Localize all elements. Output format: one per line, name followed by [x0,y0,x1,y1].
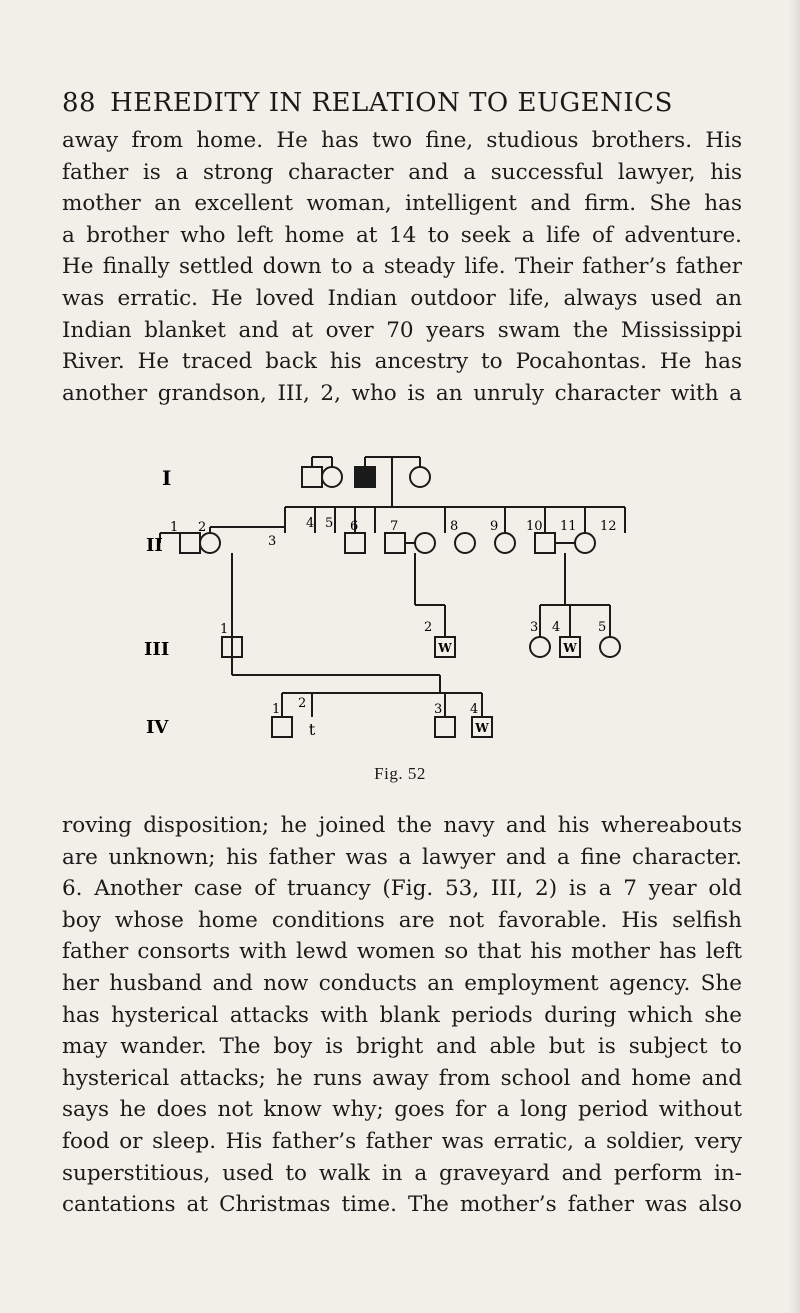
gen4-number: 3 [434,702,443,717]
gen3-female-5 [600,637,620,657]
text-line: her husband and now conducts an employment agency. She [62,970,742,996]
gen2-female-12 [575,533,595,553]
text-line: father consorts with lewd women so that his mother has left [62,939,742,965]
pedigree-svg [140,435,680,765]
gen3-number: 4 [552,620,561,635]
text-line: Indian blanket and at over 70 years swam the Mississippi [62,317,742,343]
gen2-number: 3 [268,534,277,549]
gen2-number: 12 [600,519,617,534]
figure-caption: Fig. 52 [374,764,426,783]
gen3-number: 1 [220,622,229,637]
gen1-affected-male-symbol [355,467,375,487]
paragraph-top [62,125,742,409]
gen3-female-3 [530,637,550,657]
gen4-male-1 [272,717,292,737]
text-line: father is a strong character and a successful lawyer, his [62,159,742,185]
gen2-number: 8 [450,519,459,534]
text-line: away from home. He has two fine, studious brothers. His [62,128,742,153]
text-line: has hysterical attacks with blank periods during which she [62,1002,742,1028]
text-line: boy whose home conditions are not favorable. His selfish [62,907,742,933]
gen2-female-2 [200,533,220,553]
text-line: mother an excellent woman, intelligent and firm. She has [62,191,742,217]
gen2-male-6 [345,533,365,553]
text-line: may wander. The boy is bright and able but is subject to [62,1034,742,1060]
gen4-number: 4 [470,702,479,717]
gen2-number: 2 [198,520,207,535]
text-line: a brother who left home at 14 to seek a life of adventure. [62,222,742,248]
gen1-male-symbol [302,467,322,487]
paragraph-bottom [62,810,742,1221]
text-line: says he does not know why; goes for a long period without [62,1097,742,1123]
running-head-title: HEREDITY IN RELATION TO EUGENICS [110,88,673,118]
gen2-number: 5 [325,516,334,531]
gen2-number: 6 [350,519,359,534]
text-line: another grandson, III, 2, who is an unruly character with a [62,380,742,406]
gen2-female-9 [455,533,475,553]
wanderer-mark: W [475,721,489,735]
wanderer-mark: W [563,641,577,655]
gen2-number: 1 [170,520,179,535]
wanderer-mark: W [438,641,452,655]
text-line: superstitious, used to walk in a graveyard and perform in- [62,1160,742,1186]
text-line: food or sleep. His father’s father was erratic, a soldier, very [62,1128,742,1154]
page-edge-shadow [788,0,800,1313]
gen-label-II: II [146,535,163,556]
dead-mark: t [308,720,316,739]
gen1-female-symbol-2 [410,467,430,487]
gen4-number: 1 [272,702,281,717]
gen2-number: 4 [306,516,315,531]
text-line: was erratic. He loved Indian outdoor life, always used an [62,285,742,311]
text-line: River. He traced back his ancestry to Pocahontas. He has [62,349,742,375]
text-line: cantations at Christmas time. The mother’s father was also [62,1192,742,1218]
gen4-male-3 [435,717,455,737]
gen2-female-10 [495,533,515,553]
gen2-male-1 [180,533,200,553]
text-line: roving disposition; he joined the navy and his whereabouts [62,813,742,838]
gen-label-III: III [144,639,170,660]
pedigree-chart [140,435,680,765]
gen-label-I: I [162,466,172,490]
gen2-male-11 [535,533,555,553]
gen1-female-symbol [322,467,342,487]
page-number: 88 [62,88,97,118]
gen3-number: 2 [424,620,433,635]
text-line: He finally settled down to a steady life. Their father’s father [62,254,742,280]
gen2-number: 11 [560,519,577,534]
gen-label-IV: IV [146,717,169,738]
gen2-male-7 [385,533,405,553]
gen3-number: 3 [530,620,539,635]
gen2-number: 7 [390,519,399,534]
running-header [62,88,673,118]
gen2-number: 9 [490,519,499,534]
text-line: hysterical attacks; he runs away from school and home and [62,1065,742,1091]
text-line: 6. Another case of truancy (Fig. 53, III, 2) is a 7 year old [62,876,742,902]
gen3-number: 5 [598,620,607,635]
gen4-number: 2 [298,696,307,711]
gen2-number: 10 [526,519,543,534]
gen2-female-8 [415,533,435,553]
text-line: are unknown; his father was a lawyer and a fine character. [62,844,742,870]
